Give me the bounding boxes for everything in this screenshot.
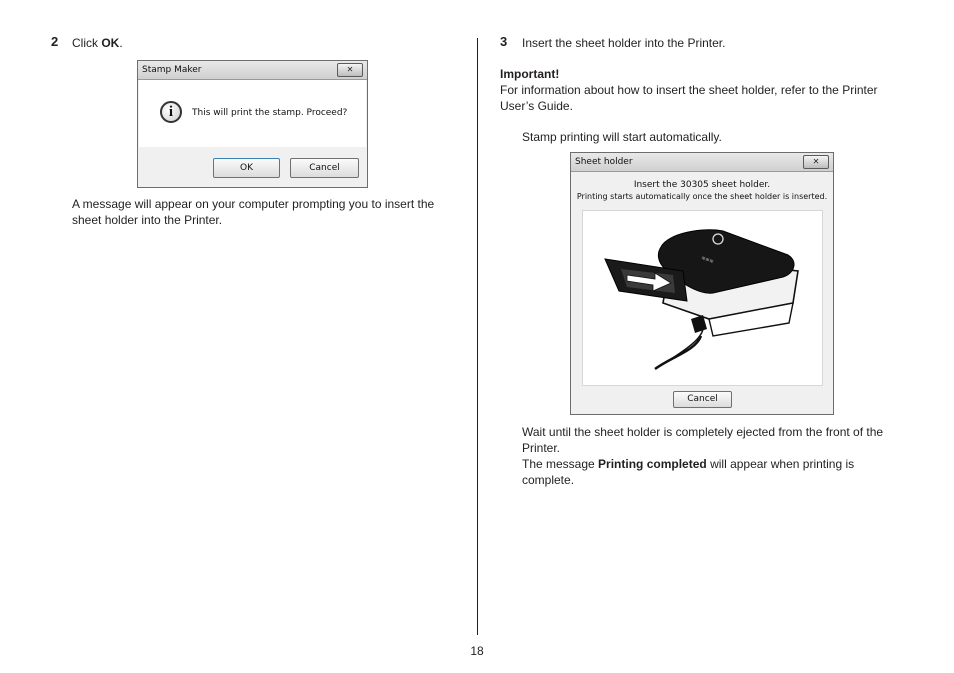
step-3-instruction: Insert the sheet holder into the Printer. <box>522 36 726 50</box>
important-heading: Important! <box>500 67 560 81</box>
wait-line-2: Printer. <box>522 441 561 455</box>
stamp-maker-title: Stamp Maker <box>142 65 202 75</box>
completed-prefix: The message <box>522 457 599 471</box>
stamp-maker-close-button[interactable] <box>337 63 363 77</box>
step-3-after-note <box>522 424 883 488</box>
auto-start-text: Stamp printing will start automatically. <box>522 130 722 144</box>
completed-suffix: will appear when printing is <box>706 457 855 471</box>
step-2-note-line-2: sheet holder into the Printer. <box>72 213 223 227</box>
printer-logo-mark: ≋≋≋ <box>700 255 715 266</box>
sheet-holder-close-button[interactable] <box>803 155 829 169</box>
cable-line-2 <box>668 329 703 361</box>
cable-line <box>655 336 701 369</box>
sheet-holder-titlebar <box>571 153 833 172</box>
wait-line-1: Wait until the sheet holder is completely ejected from the front of the <box>522 425 884 439</box>
stamp-maker-message-area <box>139 80 366 147</box>
stamp-maker-titlebar <box>138 61 367 80</box>
important-line-1: For information about how to insert the sheet holder, refer to the Printer <box>500 83 878 97</box>
stamp-maker-message: This will print the stamp. Proceed? <box>192 108 348 118</box>
step-2-number: 2 <box>51 34 59 49</box>
cancel-button[interactable]: Cancel <box>290 158 359 178</box>
step-2-instruction-suffix: . <box>119 36 123 50</box>
close-icon: ✕ <box>346 65 354 74</box>
page-number: 18 <box>470 644 484 658</box>
ok-button[interactable]: OK <box>213 158 280 178</box>
printer-illustration <box>583 211 822 385</box>
step-2-instruction-prefix: Click <box>72 36 102 50</box>
close-icon: ✕ <box>812 157 820 166</box>
sheet-holder-message-line-2: Printing starts automatically once the sheet holder is inserted. <box>576 192 828 201</box>
step-2-note <box>72 196 434 228</box>
completed-line-2: complete. <box>522 473 575 487</box>
step-3-number: 3 <box>500 34 508 49</box>
sheet-holder-dialog <box>570 152 834 415</box>
step-2-instruction-bold: OK <box>101 36 120 50</box>
important-note <box>500 66 878 114</box>
important-line-2: User’s Guide. <box>500 99 573 113</box>
column-divider <box>477 38 478 635</box>
stamp-maker-dialog <box>137 60 368 188</box>
sheet-holder-cancel-button[interactable]: Cancel <box>673 391 732 408</box>
sheet-holder-message-line-1: Insert the 30305 sheet holder. <box>633 180 771 190</box>
step-2-instruction <box>72 35 123 51</box>
completed-bold: Printing completed <box>598 457 707 471</box>
info-icon: i <box>160 101 182 123</box>
completed-line-1 <box>522 456 883 472</box>
step-2-note-line-1: A message will appear on your computer prompting you to insert the <box>72 197 435 211</box>
printer-illustration-panel <box>582 210 823 386</box>
sheet-holder-title: Sheet holder <box>575 157 633 167</box>
